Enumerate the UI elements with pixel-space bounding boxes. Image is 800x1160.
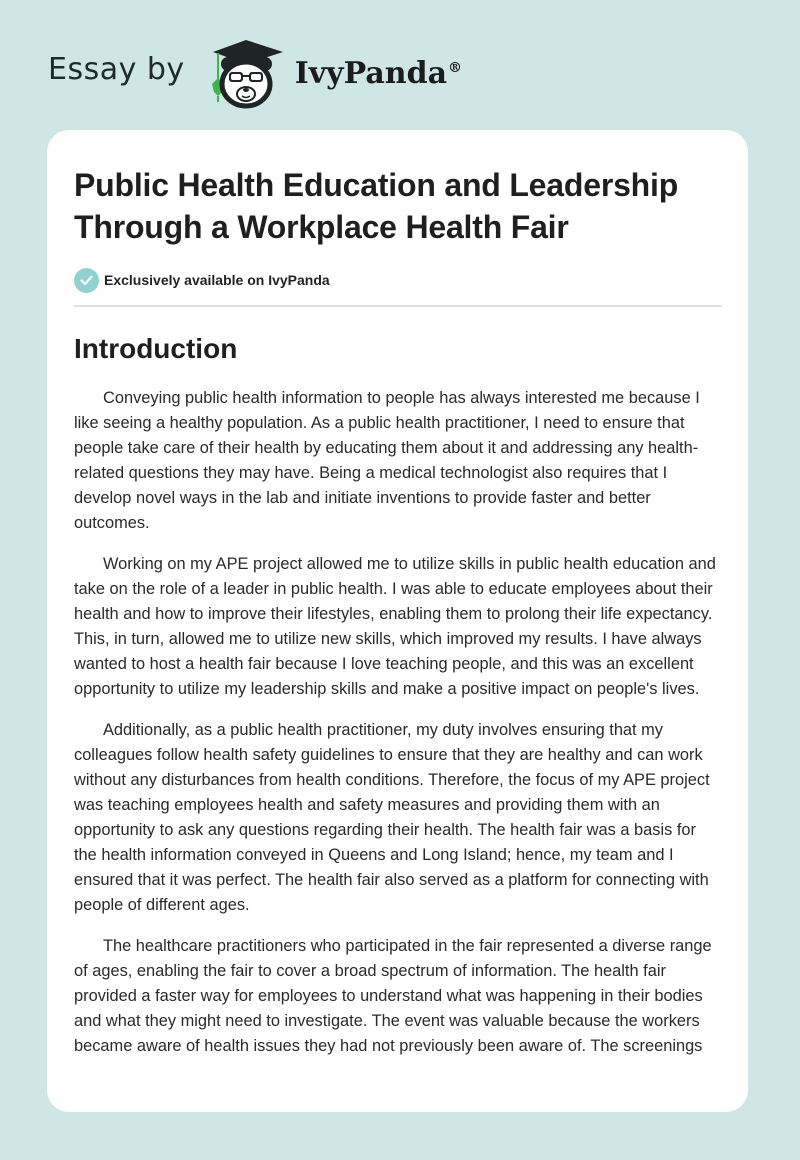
- paragraph: Working on my APE project allowed me to utilize skills in public health education and take on the role of a leader in public health. I was able to educate employees about their health and how to improve their lifestyles, enabling them to prolong their life expectancy. This, in turn, allowed me to utilize new skills, which improved my results. I have always wanted to host a health fair because I love teaching people, and this was an excellent opportunity to utilize my leadership skills and make a positive impact on people's lives.: [74, 555, 716, 698]
- paragraph: Conveying public health information to people has always interested me because I like seeing a healthy population. As a public health practitioner, I need to ensure that people take care of their health by educating them about it and addressing any health-related questions they may have. Being a medical technologist also requires that I develop novel ways in the lab and initiate inventions to provide faster and better outcomes.: [74, 389, 700, 532]
- divider: [74, 305, 722, 307]
- exclusive-badge: [74, 267, 722, 293]
- brand-prefix: Essay by: [48, 51, 185, 87]
- registered-mark: ®: [448, 59, 463, 76]
- essay-title: Public Health Education and Leadership Through a Workplace Health Fair: [74, 167, 679, 245]
- section-heading: Introduction: [74, 333, 238, 364]
- brand-name-text: IvyPanda: [294, 55, 448, 91]
- badge-text: Exclusively available on IvyPanda: [104, 272, 330, 288]
- brand-header: [48, 34, 462, 110]
- panda-graduate-icon[interactable]: [203, 34, 289, 110]
- check-circle-icon: [74, 268, 99, 293]
- section-introduction: [74, 331, 722, 1059]
- paragraph: The healthcare practitioners who participated in the fair represented a diverse range of ages, enabling the fair to cover a broad spectrum of information. The health fair provided a faster way for employees to understand what was happening in their bodies and what they might need to investigate. The event was valuable because the workers became aware of health issues they had not previously been aware of. The screenings: [74, 937, 712, 1055]
- brand-name: [295, 56, 462, 91]
- essay-card: [47, 130, 748, 1112]
- paragraph: Additionally, as a public health practitioner, my duty involves ensuring that my colleagues follow health safety guidelines to ensure that they are healthy and can work without any disturbances from health conditions. Therefore, the focus of my APE project was teaching employees health and safety measures and providing them with an opportunity to ask any questions regarding their health. The health fair was a basis for the health information conveyed in Queens and Long Island; hence, my team and I ensured that it was perfect. The health fair also served as a platform for connecting with people of different ages.: [74, 721, 710, 914]
